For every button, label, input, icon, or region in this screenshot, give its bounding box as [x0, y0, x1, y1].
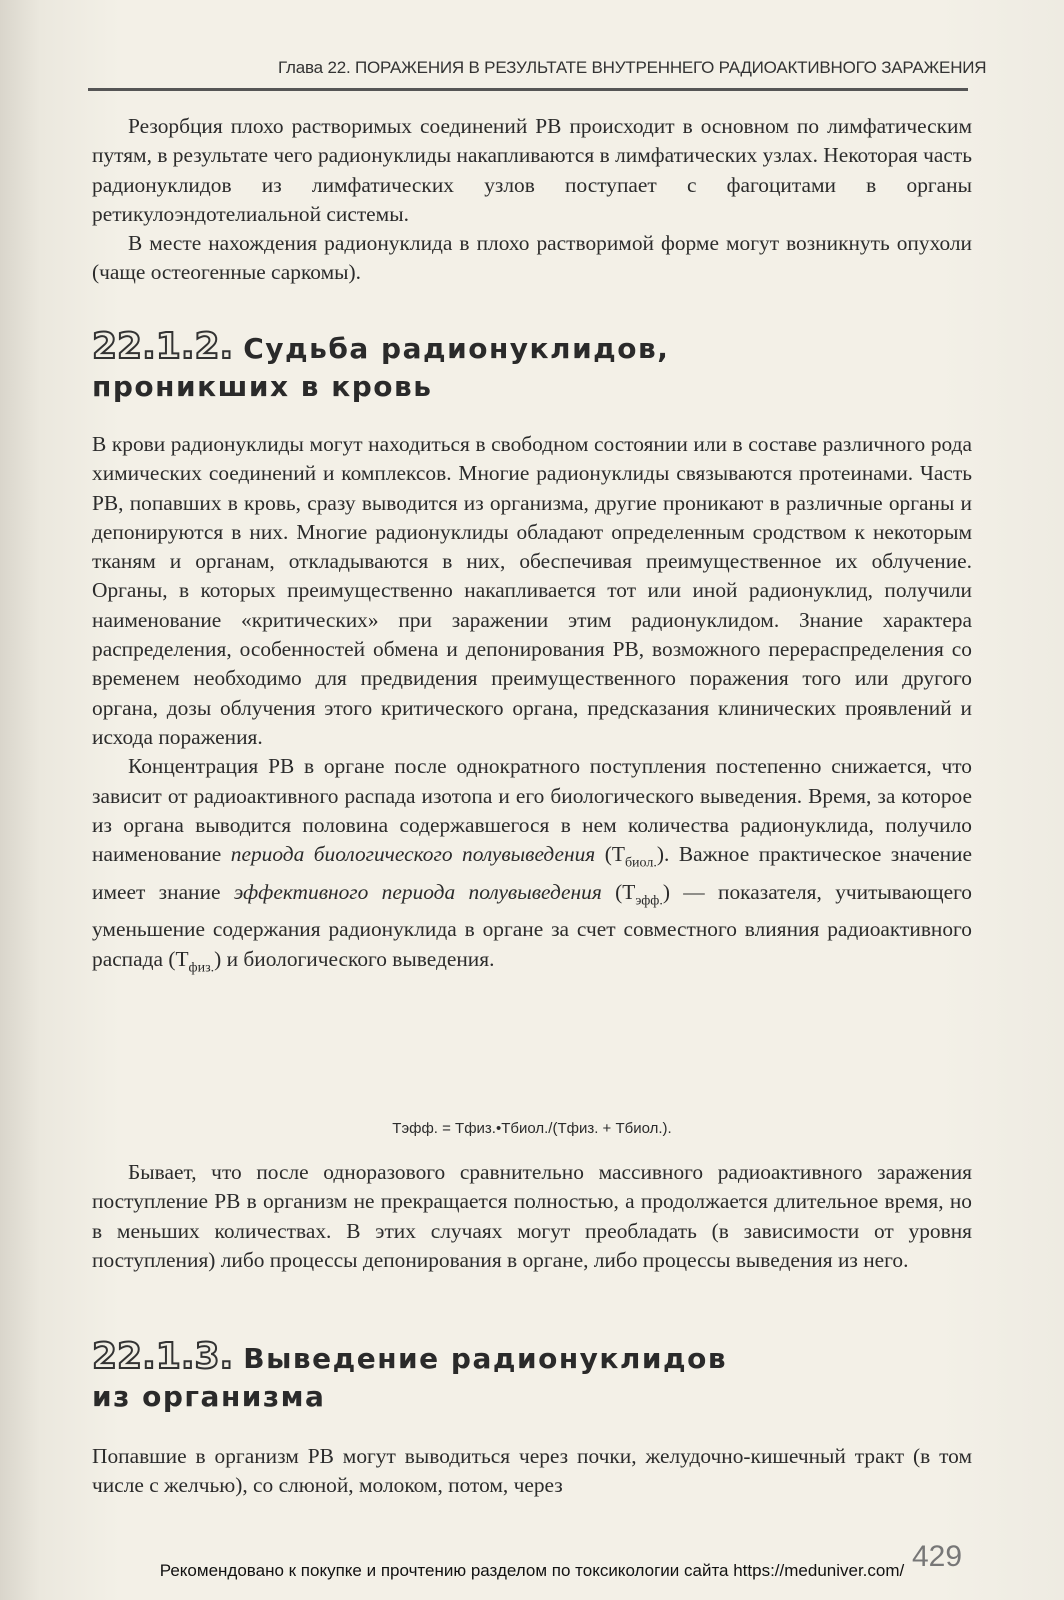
section-title-line-2: из организма [92, 1380, 326, 1413]
section-1-paragraph-2: Концентрация РВ в органе после однократного поступления постепенно снижается, что зависит от радиоактивного распада изотопа и его биологического выведения. Время, за которое из органа выводится половина содержавшегося в нем количества радионуклида, получило наименование периода биологического полувыведения $(Т_{биол.})$. Важное практическое значение имеет знание эффективного периода полувыведения $(Т_{эфф.})$ — показателя, учитывающего уменьшение содержания радионуклида в органе за счет совместного влияния радиоактивного распада $(Т_{физ.})$ и биологического выведения. [92, 754, 973, 975]
term-biological-half-life: периода биологического полувыведения [230, 842, 596, 867]
section-1-text [92, 430, 972, 982]
running-head: Глава 22. ПОРАЖЕНИЯ В РЕЗУЛЬТАТЕ ВНУТРЕННЕГО РАДИОАКТИВНОГО ЗАРАЖЕНИЯ [278, 58, 987, 77]
term-effective-half-life: эффективного периода полувыведения [233, 879, 602, 904]
section-number: 22.1.3. [92, 1336, 234, 1377]
section-heading-22-1-2 [92, 328, 972, 406]
section-title-line-1: Выведение радионуклидов [243, 1342, 728, 1375]
section-title-line-1: Судьба радионуклидов, [243, 332, 670, 365]
section-1-paragraph-3: Бывает, что после одноразового сравнительно массивного радиоактивного заражения поступление РВ в организм не прекращается полностью, а продолжается длительное время, но в меньших количествах. В этих случаях могут преобладать (в зависимости от уровня поступления) либо процессы депонирования в органе, либо процессы выведения из него. [92, 1160, 972, 1272]
intro-paragraph-2: В месте нахождения радионуклида в плохо растворимой форме могут возникнуть опухоли (чаще остеогенные саркомы). [92, 231, 972, 285]
section-1-text-cont [92, 1158, 972, 1275]
intro-paragraph-1: Резорбция плохо растворимых соединений РВ происходит в основном по лимфатическим путям, в результате чего радионуклиды накапливаются в лимфатических узлах. Некоторая часть радионуклидов из лимфатических узлов поступает с фагоцитами в органы ретикулоэндотелиальной системы. [92, 114, 972, 226]
page-number: 429 [912, 1540, 963, 1573]
section-title-line-2: проникших в кровь [92, 370, 433, 403]
half-life-formula: Тэфф. = Тфиз.•Тбиол./(Тфиз. + Тбиол.). [392, 1120, 672, 1137]
intro-text [92, 112, 972, 288]
section-2-text [92, 1442, 972, 1501]
section-2-paragraph-1: Попавшие в организм РВ могут выводиться через почки, желудочно-кишечный тракт (в том числе с желчью), со слюной, молоком, потом, через [92, 1444, 972, 1498]
section-number: 22.1.2. [92, 326, 234, 367]
section-heading-22-1-3 [92, 1338, 972, 1416]
section-1-paragraph-1: В крови радионуклиды могут находиться в свободном состоянии или в составе различного рода химических соединений и комплексов. Многие радионуклиды связываются протеинами. Часть РВ, попавших в кровь, сразу выводится из организма, другие проникают в различные органы и депонируются в них. Многие радионуклиды обладают определенным сродством к некоторым тканям и органам, откладываются в них, обеспечивая преимущественное их облучение. Органы, в которых преимущественно накапливается тот или иной радионуклид, получили наименование «критических» при заражении этим радионуклидом. Знание характера распределения, особенностей обмена и депонирования РВ, возможного перераспределения со временем необходимо для предвидения преимущественного поражения того или другого органа, дозы облучения этого критического органа, предсказания клинических проявлений и исхода поражения. [92, 432, 972, 749]
footer-recommendation-note: Рекомендовано к покупке и прочтению разделом по токсикологии сайта https://meduniver.com/ [159, 1561, 905, 1580]
header-rule [88, 88, 968, 91]
